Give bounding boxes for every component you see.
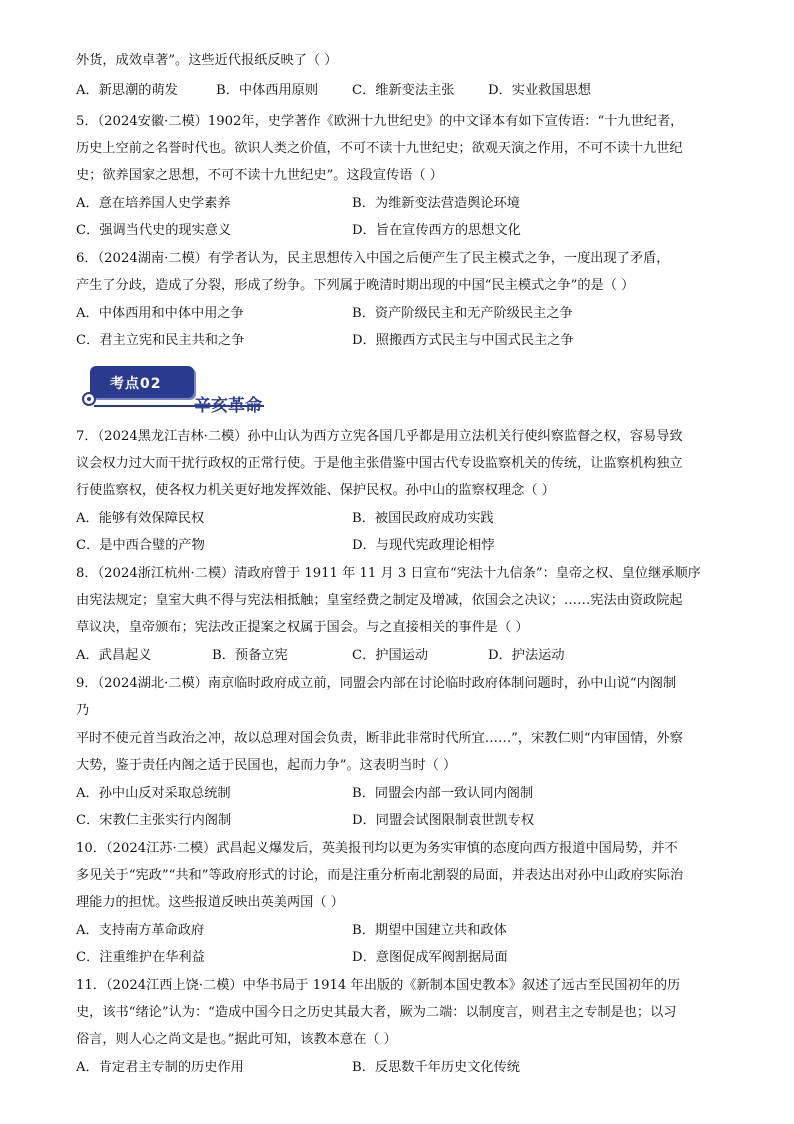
option-a: A．肯定君主专制的历史作用 bbox=[76, 1060, 244, 1075]
question-7-line: 行使监察权，使各权力机关更好地发挥效能、保护民权。孙中山的监察权理念（ ） bbox=[76, 483, 555, 498]
option-c: C．强调当代史的现实意义 bbox=[76, 223, 232, 238]
question-8-line: 由宪法规定；皇室大典不得与宪法相抵触；皇室经费之制定及增减，依国会之决议；……宪法由资政院起 bbox=[76, 593, 683, 608]
option-b: B．被国民政府成功实践 bbox=[352, 511, 494, 526]
question-9-line: 平时不使元首当政治之冲，故以总理对国会负责，断非此非常时代所宜……”，宋教仁则“内审国情，外察 bbox=[76, 731, 683, 746]
section-header bbox=[82, 363, 282, 416]
option-d: D．同盟会试图限制袁世凯专权 bbox=[352, 813, 535, 828]
option-c: C．宋教仁主张实行内阁制 bbox=[76, 813, 232, 828]
question-9-line: 大势，鉴于责任内阁之适于民国也，起而力争”。这表明当时（ ） bbox=[76, 758, 457, 773]
question-10-line: 理能力的担忧。这些报道反映出英美两国（ ） bbox=[76, 895, 344, 910]
question-10-line: 多见关于“宪政”“共和”等政府形式的讨论，而是注重分析南北割裂的局面，并表达出对孙中山政府实际治 bbox=[76, 868, 684, 883]
option-c: C．注重维护在华利益 bbox=[76, 950, 205, 965]
question-5-line: 5．（2024安徽·二模）1902年，史学著作《欧洲十九世纪史》的中文译本有如下宣传语：“十九世纪者， bbox=[76, 114, 684, 129]
option-b: B．反思数千年历史文化传统 bbox=[352, 1060, 520, 1075]
circle-dot-icon bbox=[82, 392, 96, 406]
option-a: A．意在培养国人史学素养 bbox=[76, 196, 231, 211]
option-d: D．实业救国思想 bbox=[488, 83, 591, 98]
question-11-line: 11．（2024江西上饶·二模）中华书局于 1914 年出版的《新制本国史教本》叙述了远古至民国初年的历 bbox=[76, 978, 681, 993]
option-a: A．武昌起义 bbox=[76, 648, 152, 663]
section-badge bbox=[90, 366, 194, 398]
option-c: C．维新变法主张 bbox=[352, 83, 455, 98]
question-11-line: 俗言，则人心之尚文是也。”据此可知，该教本意在（ ） bbox=[76, 1032, 397, 1047]
section-badge-label: 考点02 bbox=[110, 376, 162, 392]
question-9-line: 9．（2024湖北·二模）南京临时政府成立前，同盟会内部在讨论临时政府体制问题时，孙中山说“内阁制 bbox=[76, 676, 677, 691]
option-d: D．护法运动 bbox=[488, 648, 565, 663]
option-b: B．中体西用原则 bbox=[216, 83, 319, 98]
question-7-line: 议会权力过大而干扰行政权的正常行使。于是他主张借鉴中国古代专设监察机关的传统，让监察机构独立 bbox=[76, 456, 683, 471]
option-a: A．支持南方革命政府 bbox=[76, 923, 205, 938]
question-8-line: 8．（2024浙江杭州·二模）清政府曾于 1911 年 11 月 3 日宣布“宪法十九信条”：皇帝之权、皇位继承顺序 bbox=[76, 566, 701, 581]
option-b: B．为维新变法营造舆论环境 bbox=[352, 196, 520, 211]
question-10-line: 10．（2024江苏·二模）武昌起义爆发后，英美报刊均以更为务实审慎的态度向西方报道中国局势，并不 bbox=[76, 841, 678, 856]
option-d: D．旨在宣传西方的思想文化 bbox=[352, 223, 521, 238]
option-c: C．是中西合璧的产物 bbox=[76, 538, 205, 553]
option-b: B．期望中国建立共和政体 bbox=[352, 923, 507, 938]
option-c: C．君主立宪和民主共和之争 bbox=[76, 333, 245, 348]
option-d: D．意图促成军阀割据局面 bbox=[352, 950, 508, 965]
option-b: B．资产阶级民主和无产阶级民主之争 bbox=[352, 306, 573, 321]
question-5-line: 历史上空前之名誉时代也。欲识人类之价值，不可不读十九世纪史；欲观天演之作用，不可不读十九世纪 bbox=[76, 141, 683, 156]
question-11-line: 史，该书“绪论”认为：“造成中国今日之历史其最大者，厥为二端：以制度言，则君主之专制是也；以习 bbox=[76, 1005, 677, 1020]
option-a: A．新思潮的萌发 bbox=[76, 83, 178, 98]
question-6-line: 6．（2024湖南·二模）有学者认为，民主思想传入中国之后便产生了民主模式之争，一度出现了矛盾， bbox=[76, 251, 670, 266]
question-7-line: 7．（2024黑龙江吉林·二模）孙中山认为西方立宪各国几乎都是用立法机关行使纠察监督之权，容易导致 bbox=[76, 429, 683, 444]
section-title: 辛亥革命 bbox=[194, 396, 262, 416]
option-b: B．预备立宪 bbox=[212, 648, 288, 663]
question-8-line: 草议决，皇帝颁布；宪法改正提案之权属于国会。与之直接相关的事件是（ ） bbox=[76, 620, 529, 635]
option-a: A．孙中山反对采取总统制 bbox=[76, 786, 231, 801]
option-b: B．同盟会内部一致认同内阁制 bbox=[352, 786, 534, 801]
question-6-line: 产生了分歧，造成了分裂，形成了纷争。下列属于晚清时期出现的中国“民主模式之争”的是（ ） bbox=[76, 278, 635, 293]
option-c: C．护国运动 bbox=[352, 648, 429, 663]
option-d: D．照搬西方式民主与中国式民主之争 bbox=[352, 333, 574, 348]
option-d: D．与现代宪政理论相悖 bbox=[352, 538, 495, 553]
option-a: A．能够有效保障民权 bbox=[76, 511, 205, 526]
question-9-line: 乃 bbox=[76, 703, 90, 718]
question-text: 外货，成效卓著”。这些近代报纸反映了（ ） bbox=[76, 53, 338, 68]
option-a: A．中体西用和中体中用之争 bbox=[76, 306, 244, 321]
question-5-line: 史；欲养国家之思想，不可不读十九世纪史”。这段宣传语（ ） bbox=[76, 168, 443, 183]
